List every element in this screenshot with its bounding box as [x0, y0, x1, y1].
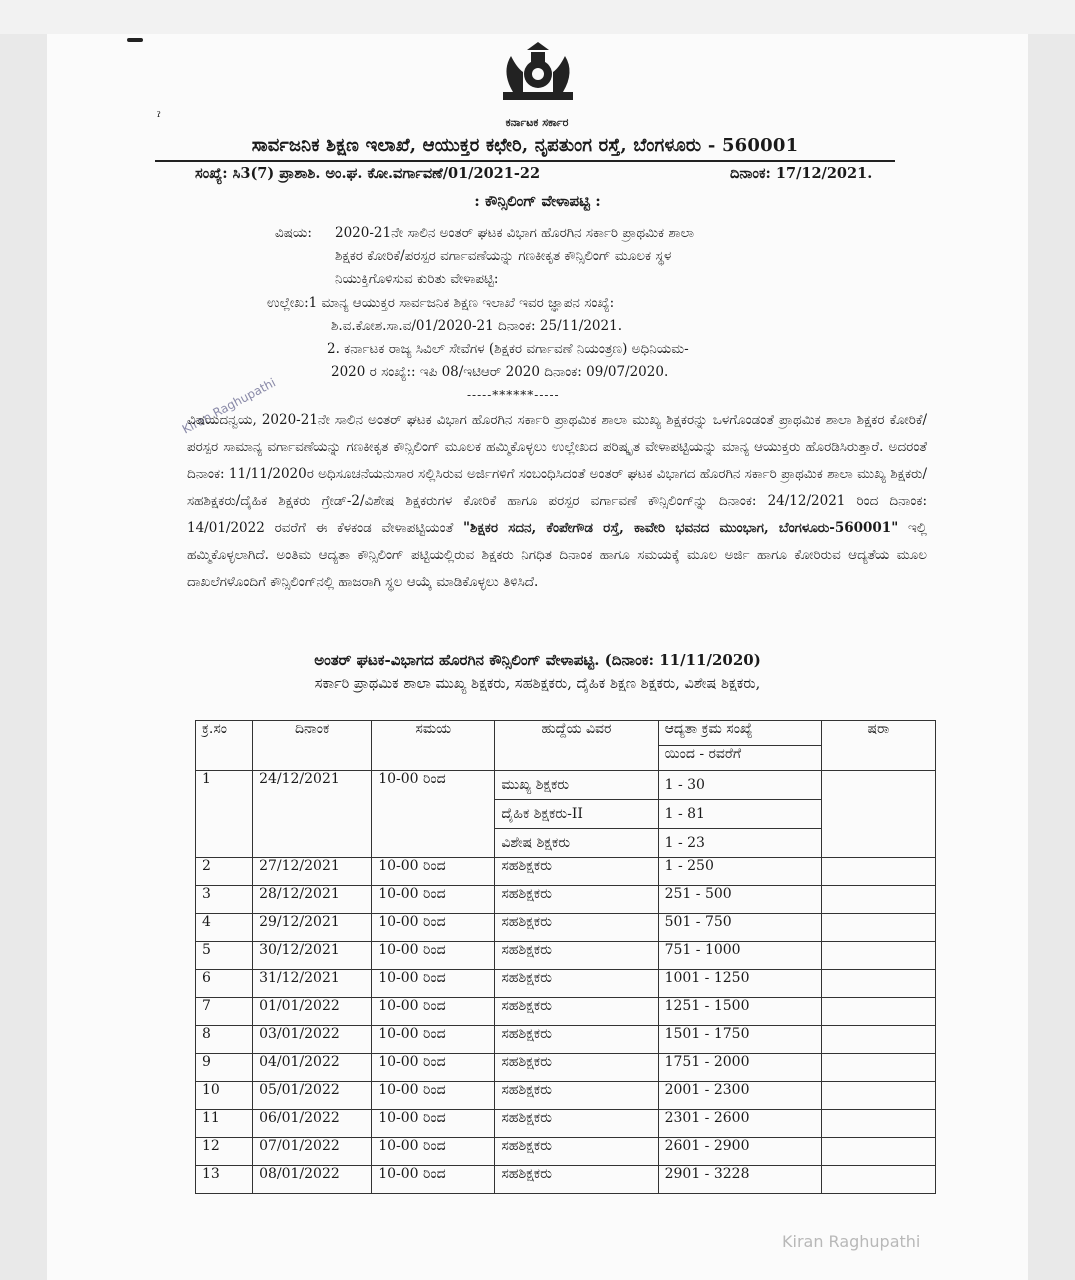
- venue-text: "ಶಿಕ್ಷಕರ ಸದನ, ಕೆಂಪೇಗೌಡ ರಸ್ತೆ, ಕಾವೇರಿ ಭವನದ ಮುಂಭಾಗ, ಬೆಂಗಳೂರು-560001": [463, 520, 899, 536]
- cell-serial: 2: [196, 858, 253, 886]
- cell-time: 10-00 ರಿಂದ: [372, 1026, 495, 1054]
- cell-remark: [821, 914, 935, 942]
- cell-time: 10-00 ರಿಂದ: [372, 1110, 495, 1138]
- cell-serial: 9: [196, 1054, 253, 1082]
- cell-range: 1751 - 2000: [658, 1054, 821, 1082]
- cell-range: 1251 - 1500: [658, 998, 821, 1026]
- cell-range: 251 - 500: [658, 886, 821, 914]
- cell-time: 10-00 ರಿಂದ: [372, 1054, 495, 1082]
- cell-time: 10-00 ರಿಂದ: [372, 914, 495, 942]
- cell-date: 29/12/2021: [253, 914, 372, 942]
- cell-post: ಸಹಶಿಕ್ಷಕರು: [495, 1026, 658, 1054]
- cell-date: 28/12/2021: [253, 886, 372, 914]
- table-row: [196, 1166, 936, 1194]
- cell-remark: [821, 1110, 935, 1138]
- cell-date: 27/12/2021: [253, 858, 372, 886]
- cell-time: 10-00 ರಿಂದ: [372, 858, 495, 886]
- cell-date: 03/01/2022: [253, 1026, 372, 1054]
- cell-date: 06/01/2022: [253, 1110, 372, 1138]
- cell-remark: [821, 942, 935, 970]
- cell-remark: [821, 771, 935, 858]
- cell-post: ದೈಹಿಕ ಶಿಕ್ಷಕರು-II: [495, 800, 657, 829]
- cell-post-group: [495, 771, 658, 858]
- cell-range-group: [658, 771, 821, 858]
- cell-serial: 13: [196, 1166, 253, 1194]
- cell-serial: 12: [196, 1138, 253, 1166]
- schedule-title: ಅಂತರ್ ಘಟಕ-ವಿಭಾಗದ ಹೊರಗಿನ ಕೌನ್ಸಿಲಿಂಗ್ ವೇಳಾಪಟ್ಟಿ. (ದಿನಾಂಕ: 11/11/2020): [314, 651, 761, 669]
- cell-time: 10-00 ರಿಂದ: [372, 942, 495, 970]
- cell-time: 10-00 ರಿಂದ: [372, 1082, 495, 1110]
- cell-serial: 7: [196, 998, 253, 1026]
- cell-range: 1001 - 1250: [658, 970, 821, 998]
- cell-range: 501 - 750: [658, 914, 821, 942]
- subject-label: ವಿಷಯ:: [275, 225, 312, 241]
- table-row: [196, 1026, 936, 1054]
- cell-date: 24/12/2021: [253, 771, 372, 858]
- table-row: [196, 771, 936, 858]
- header-priority-range: ಆದ್ಯತಾ ಕ್ರಮ ಸಂಖ್ಯೆ: [658, 721, 821, 746]
- cell-serial: 3: [196, 886, 253, 914]
- schedule-table: [195, 720, 936, 1194]
- cell-time: 10-00 ರಿಂದ: [372, 1138, 495, 1166]
- cell-post: ಮುಖ್ಯ ಶಿಕ್ಷಕರು: [495, 771, 657, 800]
- cell-remark: [821, 998, 935, 1026]
- cell-remark: [821, 970, 935, 998]
- cell-date: 30/12/2021: [253, 942, 372, 970]
- table-row: [196, 1138, 936, 1166]
- cell-serial: 6: [196, 970, 253, 998]
- cell-date: 04/01/2022: [253, 1054, 372, 1082]
- subject-line: 2020-21ನೇ ಸಾಲಿನ ಅಂತರ್ ಘಟಕ ವಿಭಾಗ ಹೊರಗಿನ ಸರ್ಕಾರಿ ಪ್ರಾಥಮಿಕ ಶಾಲಾ: [335, 225, 695, 241]
- cell-time: 10-00 ರಿಂದ: [372, 886, 495, 914]
- cell-range: 2901 - 3228: [658, 1166, 821, 1194]
- table-row: [196, 998, 936, 1026]
- cell-date: 31/12/2021: [253, 970, 372, 998]
- schedule-subtitle: ಸರ್ಕಾರಿ ಪ್ರಾಥಮಿಕ ಶಾಲಾ ಮುಖ್ಯ ಶಿಕ್ಷಕರು, ಸಹಶಿಕ್ಷಕರು, ದೈಹಿಕ ಶಿಕ್ಷಣ ಶಿಕ್ಷಕರು, ವಿಶೇಷ ಶಿಕ್ಷಕರು,: [314, 676, 761, 692]
- cell-post: ಸಹಶಿಕ್ಷಕರು: [495, 1082, 658, 1110]
- cell-post: ಸಹಶಿಕ್ಷಕರು: [495, 1138, 658, 1166]
- cell-remark: [821, 858, 935, 886]
- table-row: [196, 1110, 936, 1138]
- department-heading: ಸಾರ್ವಜನಿಕ ಶಿಕ್ಷಣ ಇಲಾಖೆ, ಆಯುಕ್ತರ ಕಛೇರಿ, ನೃಪತುಂಗ ರಸ್ತೆ, ಬೆಂಗಳೂರು - 560001: [155, 135, 895, 162]
- cell-post: ಸಹಶಿಕ್ಷಕರು: [495, 970, 658, 998]
- viewer-top-bar: [0, 0, 1075, 34]
- subject-block: [275, 222, 885, 291]
- subject-line: ನಿಯುಕ್ತಿಗೊಳಿಸುವ ಕುರಿತು ವೇಳಾಪಟ್ಟಿ:: [335, 271, 499, 287]
- document-title: : ಕೌನ್ಸಿಲಿಂಗ್ ವೇಳಾಪಟ್ಟಿ :: [474, 192, 601, 210]
- table-row: [196, 942, 936, 970]
- cell-post: ಸಹಶಿಕ್ಷಕರು: [495, 914, 658, 942]
- table-row: [196, 886, 936, 914]
- corner-watermark: Kiran Raghupathi: [782, 1232, 921, 1251]
- cell-post: ಸಹಶಿಕ್ಷಕರು: [495, 886, 658, 914]
- header-serial: ಕ್ರ.ಸಂ: [196, 721, 253, 771]
- cell-range: 1 - 250: [658, 858, 821, 886]
- cell-serial: 4: [196, 914, 253, 942]
- table-header-row: [196, 721, 936, 746]
- emblem-caption: ಕರ್ನಾಟಕ ಸರ್ಕಾರ: [505, 116, 569, 129]
- cell-remark: [821, 1026, 935, 1054]
- cell-remark: [821, 1138, 935, 1166]
- reference-line: ಉಲ್ಲೇಖ:1 ಮಾನ್ಯ ಆಯುಕ್ತರ ಸಾರ್ವಜನಿಕ ಶಿಕ್ಷಣ ಇಲಾಖೆ ಇವರ ಜ್ಞಾಪನ ಸಂಖ್ಯೆ:: [267, 295, 615, 311]
- table-row: [196, 914, 936, 942]
- cell-serial: 1: [196, 771, 253, 858]
- cell-remark: [821, 886, 935, 914]
- cell-post: ಸಹಶಿಕ್ಷಕರು: [495, 998, 658, 1026]
- section-divider: -----******-----: [467, 388, 560, 402]
- cell-date: 08/01/2022: [253, 1166, 372, 1194]
- document-page: [47, 34, 1028, 1280]
- issue-date: ದಿನಾಂಕ: 17/12/2021.: [730, 165, 873, 182]
- cell-remark: [821, 1054, 935, 1082]
- cell-post: ಸಹಶಿಕ್ಷಕರು: [495, 1110, 658, 1138]
- cell-serial: 8: [196, 1026, 253, 1054]
- karnataka-emblem-icon: [483, 42, 593, 122]
- cell-range: 1 - 81: [659, 800, 821, 829]
- cell-post: ವಿಶೇಷ ಶಿಕ್ಷಕರು: [501, 835, 571, 851]
- body-text: ಇಲ್ಲಿ ಹಮ್ಮಿಕೊಳ್ಳಲಾಗಿದೆ. ಅಂತಿಮ ಆದ್ಯತಾ ಕೌನ್ಸಿಲಿಂಗ್ ಪಟ್ಟಿಯಲ್ಲಿರುವ ಶಿಕ್ಷಕರು ನಿಗಧಿತ ದಿನಾಂಕ ಹಾಗೂ ಸಮಯಕ್ಕೆ ಮೂಲ ಅರ್ಜಿ ಹಾಗೂ ಕೋರಿರುವ ಆದ್ಯತೆಯ ಮೂಲ ದಾಖಲೆಗಳೊಂದಿಗೆ ಕೌನ್ಸಿಲಿಂಗ್‌ನಲ್ಲಿ ಹಾಜರಾಗಿ ಸ್ಥಲ ಆಯ್ಕೆ ಮಾಡಿಕೊಳ್ಳಲು ತಿಳಿಸಿದೆ.: [187, 520, 927, 590]
- header-remarks: ಷರಾ: [821, 721, 935, 771]
- reference-line: 2. ಕರ್ನಾಟಕ ರಾಜ್ಯ ಸಿವಿಲ್ ಸೇವೆಗಳ (ಶಿಕ್ಷಕರ ವರ್ಗಾವಣೆ ನಿಯಂತ್ರಣ) ಅಧಿನಿಯಮ-: [327, 341, 689, 357]
- scan-tick-mark: ˀ: [157, 110, 161, 126]
- cell-range: 2301 - 2600: [658, 1110, 821, 1138]
- cell-date: 01/01/2022: [253, 998, 372, 1026]
- cell-post: ಸಹಶಿಕ್ಷಕರು: [495, 1054, 658, 1082]
- cell-range: 1 - 23: [664, 835, 705, 851]
- body-paragraph: [187, 407, 927, 596]
- header-post: ಹುದ್ದೆಯ ವಿವರ: [495, 721, 658, 771]
- cell-post: ಸಹಶಿಕ್ಷಕರು: [495, 1166, 658, 1194]
- cell-serial: 5: [196, 942, 253, 970]
- subject-line: ಶಿಕ್ಷಕರ ಕೋರಿಕೆ/ಪರಸ್ಪರ ವರ್ಗಾವಣೆಯನ್ನು ಗಣಕೀಕೃತ ಕೌನ್ಸಿಲಿಂಗ್ ಮೂಲಕ ಸ್ಥಳ: [335, 248, 672, 264]
- cell-post: ಸಹಶಿಕ್ಷಕರು: [495, 942, 658, 970]
- cell-time: 10-00 ರಿಂದ: [372, 970, 495, 998]
- watermark-stamp: Kiran Raghupathi: [179, 375, 278, 437]
- cell-remark: [821, 1082, 935, 1110]
- cell-remark: [821, 1166, 935, 1194]
- cell-range: 751 - 1000: [658, 942, 821, 970]
- reference-number: ಸಂಖ್ಯೆ: ಸಿ3(7) ಪ್ರಾಶಾಶಿ. ಅಂ.ಘ. ಕೋ.ವರ್ಗಾವಣೆ/01/2021-22: [195, 165, 541, 182]
- cell-post: ಸಹಶಿಕ್ಷಕರು: [495, 858, 658, 886]
- cell-date: 05/01/2022: [253, 1082, 372, 1110]
- cell-date: 07/01/2022: [253, 1138, 372, 1166]
- cell-serial: 11: [196, 1110, 253, 1138]
- cell-range: 2001 - 2300: [658, 1082, 821, 1110]
- scan-mark: [127, 38, 143, 42]
- header-time: ಸಮಯ: [372, 721, 495, 771]
- table-row: [196, 970, 936, 998]
- cell-range: 2601 - 2900: [658, 1138, 821, 1166]
- header-range-sub: ಯಿಂದ - ರವರೆಗೆ: [658, 746, 821, 771]
- cell-serial: 10: [196, 1082, 253, 1110]
- table-row: [196, 1082, 936, 1110]
- cell-time: 10-00 ರಿಂದ: [372, 998, 495, 1026]
- reference-line: ಶಿ.ವ.ಕೋಶ.ಸಾ.ವ/01/2020-21 ದಿನಾಂಕ: 25/11/2021.: [331, 318, 622, 334]
- cell-time: 10-00 ರಿಂದ: [372, 1166, 495, 1194]
- table-row: [196, 858, 936, 886]
- body-text: ವಿಷಯದನ್ವಯ, 2020-21ನೇ ಸಾಲಿನ ಅಂತರ್ ಘಟಕ ವಿಭಾಗ ಹೊರಗಿನ ಸರ್ಕಾರಿ ಪ್ರಾಥಮಿಕ ಶಾಲಾ ಮುಖ್ಯ ಶಿಕ್ಷಕರನ್ನು ಒಳಗೊಂಡಂತೆ ಪ್ರಾಥಮಿಕ ಶಾಲಾ ಶಿಕ್ಷಕರ ಕೋರಿಕೆ/ಪರಸ್ಪರ ಸಾಮಾನ್ಯ ವರ್ಗಾವಣೆಯನ್ನು ಗಣಕೀಕೃತ ಕೌನ್ಸಿಲಿಂಗ್ ಮೂಲಕ ಹಮ್ಮಿಕೊಳ್ಳಲು ಉಲ್ಲೇಖದ ಪರಿಷ್ಕೃತ ವೇಳಾಪಟ್ಟಿಯನ್ನು ಮಾನ್ಯ ಆಯುಕ್ತರು ಹೊರಡಿಸಿರುತ್ತಾರೆ. ಅದರಂತೆ ದಿನಾಂಕ: 11/11/2020ರ ಅಧಿಸೂಚನೆಯನುಸಾರ ಸಲ್ಲಿಸಿರುವ ಅರ್ಜಿಗಳಿಗೆ ಸಂಬಂಧಿಸಿದಂತೆ ಅಂತರ್ ಘಟಕ ವಿಭಾಗದ ಹೊರಗಿನ ಸರ್ಕಾರಿ ಪ್ರಾಥಮಿಕ ಶಾಲಾ ಮುಖ್ಯ ಶಿಕ್ಷಕರು/ಸಹಶಿಕ್ಷಕರು/ದೈಹಿಕ ಶಿಕ್ಷಕರು ಗ್ರೇಡ್-2/ವಿಶೇಷ ಶಿಕ್ಷಕರುಗಳ ಕೋರಿಕೆ ಹಾಗೂ ಪರಸ್ಪರ ವರ್ಗಾವಣೆ ಕೌನ್ಸಿಲಿಂಗ್‌ನ್ನು ದಿನಾಂಕ: 24/12/2021 ರಿಂದ ದಿನಾಂಕ: 14/01/2022 ರವರೆಗೆ ಈ ಕೆಳಕಂಡ ವೇಳಾಪಟ್ಟಿಯಂತೆ: [187, 412, 927, 536]
- header-date: ದಿನಾಂಕ: [253, 721, 372, 771]
- reference-line: 2020 ರ ಸಂಖ್ಯೆ:: ಇಪಿ 08/ಇಟಿಆರ್ 2020 ದಿನಾಂಕ: 09/07/2020.: [331, 364, 669, 380]
- cell-time: 10-00 ರಿಂದ: [372, 771, 495, 858]
- table-row: [196, 1054, 936, 1082]
- cell-range: 1 - 30: [659, 771, 821, 800]
- cell-range: 1501 - 1750: [658, 1026, 821, 1054]
- references-block: [267, 292, 867, 384]
